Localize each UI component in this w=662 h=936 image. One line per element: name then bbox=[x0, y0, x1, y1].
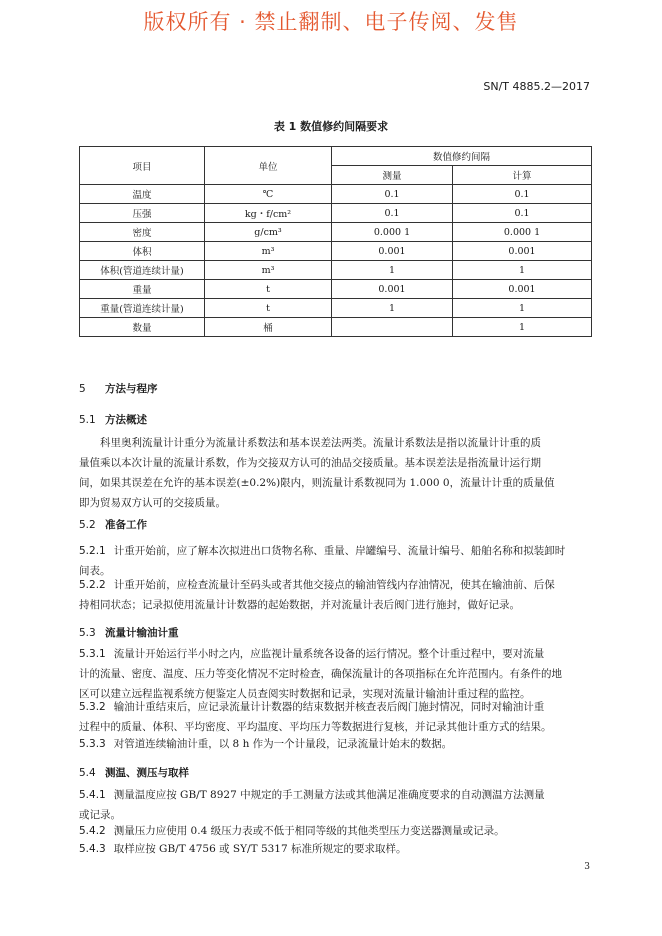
table-row bbox=[80, 280, 592, 299]
cell-item: 体积(管道连续计量) bbox=[80, 261, 205, 280]
cell-item: 密度 bbox=[80, 223, 205, 242]
cell-item: 重量 bbox=[80, 280, 205, 299]
cell-measure: 0.001 bbox=[332, 242, 453, 261]
paragraph-5-4-3 bbox=[79, 839, 591, 859]
paragraph-5-4-1 bbox=[79, 785, 591, 825]
header-interval: 数值修约间隔 bbox=[332, 147, 592, 166]
cell-unit: t bbox=[205, 280, 332, 299]
paragraph-line: 或记录。 bbox=[79, 809, 121, 821]
paragraph-line: 计重开始前，应了解本次拟进出口货物名称、重量、岸罐编号、流量计编号、船舶名称和拟装卸时 bbox=[113, 545, 566, 557]
cell-calc: 1 bbox=[453, 299, 592, 318]
paragraph-line: 测量压力应使用 0.4 级压力表或不低于相同等级的其他类型压力变送器测量或记录。 bbox=[113, 825, 505, 837]
cell-unit: 桶 bbox=[205, 318, 332, 337]
paragraph-line: 流量计开始运行半小时之内，应监视计量系统各设备的运行情况。整个计重过程中，要对流量 bbox=[113, 648, 545, 660]
section-title: 流量计输油计重 bbox=[105, 627, 179, 639]
header-unit: 单位 bbox=[205, 147, 332, 185]
cell-calc: 0.1 bbox=[453, 204, 592, 223]
paragraph-line: 计的流量、密度、温度、压力等变化情况不定时检查，确保流量计的各项指标在允许范围内。有条件的地 bbox=[79, 668, 562, 680]
clause-number: 5.2.1 bbox=[79, 545, 106, 557]
clause-number: 5.4.1 bbox=[79, 789, 106, 801]
cell-item: 数量 bbox=[80, 318, 205, 337]
paragraph-5-4-2 bbox=[79, 821, 591, 841]
cell-measure bbox=[332, 318, 453, 337]
watermark-banner: 版权所有 · 禁止翻制、电子传阅、发售 bbox=[143, 10, 519, 34]
paragraph-line: 持相同状态；记录拟使用流量计计数器的起始数据，并对流量计表后阀门进行施封，做好记录。 bbox=[79, 599, 520, 611]
cell-unit: t bbox=[205, 299, 332, 318]
cell-calc: 0.000 1 bbox=[453, 223, 592, 242]
cell-item: 压强 bbox=[80, 204, 205, 223]
paragraph-5-2-2 bbox=[79, 575, 591, 615]
section-5-2-heading bbox=[79, 517, 147, 532]
header-item: 项目 bbox=[80, 147, 205, 185]
clause-number: 5.3.1 bbox=[79, 648, 106, 660]
cell-item: 温度 bbox=[80, 185, 205, 204]
paragraph-line: 输油计重结束后，应记录流量计计数器的结束数据并核查表后阀门施封情况，同时对输油计重 bbox=[113, 701, 545, 713]
clause-number: 5.4.2 bbox=[79, 825, 106, 837]
cell-unit: ℃ bbox=[205, 185, 332, 204]
paragraph-line: 间，如果其误差在允许的基本误差(±0.2%)限内，则流量计系数视同为 1.000 0，流量计计重的质量值 bbox=[79, 477, 555, 489]
cell-measure: 0.001 bbox=[332, 280, 453, 299]
section-title: 测温、测压与取样 bbox=[105, 767, 189, 779]
table-row bbox=[80, 261, 592, 280]
section-title: 方法与程序 bbox=[105, 383, 158, 395]
cell-measure: 1 bbox=[332, 261, 453, 280]
page-number: 3 bbox=[584, 862, 590, 872]
cell-measure: 0.1 bbox=[332, 185, 453, 204]
section-5-heading bbox=[79, 381, 158, 396]
cell-calc: 0.001 bbox=[453, 242, 592, 261]
rounding-interval-table bbox=[79, 146, 592, 337]
section-5-1-heading bbox=[79, 412, 147, 427]
cell-unit: m³ bbox=[205, 261, 332, 280]
cell-item: 重量(管道连续计量) bbox=[80, 299, 205, 318]
paragraph-5-3-2 bbox=[79, 697, 591, 737]
cell-unit: g/cm³ bbox=[205, 223, 332, 242]
clause-number: 5.3.2 bbox=[79, 701, 106, 713]
table-row bbox=[80, 299, 592, 318]
cell-calc: 1 bbox=[453, 318, 592, 337]
paragraph-line: 计重开始前，应检查流量计至码头或者其他交接点的输油管线内存油情况，使其在输油前、后保 bbox=[113, 579, 555, 591]
table-row bbox=[80, 204, 592, 223]
section-5-4-heading bbox=[79, 765, 189, 780]
table-row bbox=[80, 223, 592, 242]
paragraph-line: 区可以建立远程监视系统方便鉴定人员查阅实时数据和记录，实现对流量计输油计重过程的监控。 bbox=[79, 688, 531, 700]
table-row bbox=[80, 242, 592, 261]
paragraph-line: 对管道连续输油计重，以 8 h 作为一个计量段，记录流量计始末的数据。 bbox=[113, 738, 453, 750]
header-calc: 计算 bbox=[453, 166, 592, 185]
section-title: 准备工作 bbox=[105, 519, 147, 531]
paragraph-line: 即为贸易双方认可的交接质量。 bbox=[79, 497, 226, 509]
table-row bbox=[80, 185, 592, 204]
clause-number: 5.3.3 bbox=[79, 738, 106, 750]
paragraph-line: 间表。 bbox=[79, 565, 111, 577]
cell-calc: 0.1 bbox=[453, 185, 592, 204]
section-number: 5.4 bbox=[79, 767, 96, 779]
cell-unit: kg・f/cm² bbox=[205, 204, 332, 223]
paragraph-5-3-3 bbox=[79, 734, 591, 754]
cell-measure: 1 bbox=[332, 299, 453, 318]
section-number: 5 bbox=[79, 383, 86, 395]
section-number: 5.3 bbox=[79, 627, 96, 639]
section-number: 5.2 bbox=[79, 519, 96, 531]
paragraph-5-3-1 bbox=[79, 644, 591, 704]
clause-number: 5.2.2 bbox=[79, 579, 106, 591]
paragraph-line: 科里奥利流量计计重分为流量计系数法和基本误差法两类。流量计系数法是指以流量计计重的质 bbox=[100, 437, 541, 449]
section-title: 方法概述 bbox=[105, 414, 147, 426]
table-title: 表 1 数值修约间隔要求 bbox=[273, 120, 389, 133]
paragraph-line: 测量温度应按 GB/T 8927 中规定的手工测量方法或其他满足准确度要求的自动测温方法测量 bbox=[113, 789, 545, 801]
header-measure: 测量 bbox=[332, 166, 453, 185]
section-5-3-heading bbox=[79, 625, 179, 640]
cell-item: 体积 bbox=[80, 242, 205, 261]
table-row bbox=[80, 318, 592, 337]
cell-calc: 1 bbox=[453, 261, 592, 280]
document-code: SN/T 4885.2—2017 bbox=[483, 80, 590, 93]
paragraph-line: 过程中的质量、体积、平均密度、平均温度、平均压力等数据进行复核，并记录其他计重方式的结果。 bbox=[79, 721, 552, 733]
paragraph-line: 量值乘以本次计量的流量计系数，作为交接双方认可的油品交接质量。基本误差法是指流量计运行期 bbox=[79, 457, 541, 469]
cell-unit: m³ bbox=[205, 242, 332, 261]
paragraph-line: 取样应按 GB/T 4756 或 SY/T 5317 标准所规定的要求取样。 bbox=[113, 843, 407, 855]
cell-measure: 0.1 bbox=[332, 204, 453, 223]
paragraph-5-1 bbox=[79, 433, 591, 513]
cell-measure: 0.000 1 bbox=[332, 223, 453, 242]
cell-calc: 0.001 bbox=[453, 280, 592, 299]
clause-number: 5.4.3 bbox=[79, 843, 106, 855]
section-number: 5.1 bbox=[79, 414, 96, 426]
